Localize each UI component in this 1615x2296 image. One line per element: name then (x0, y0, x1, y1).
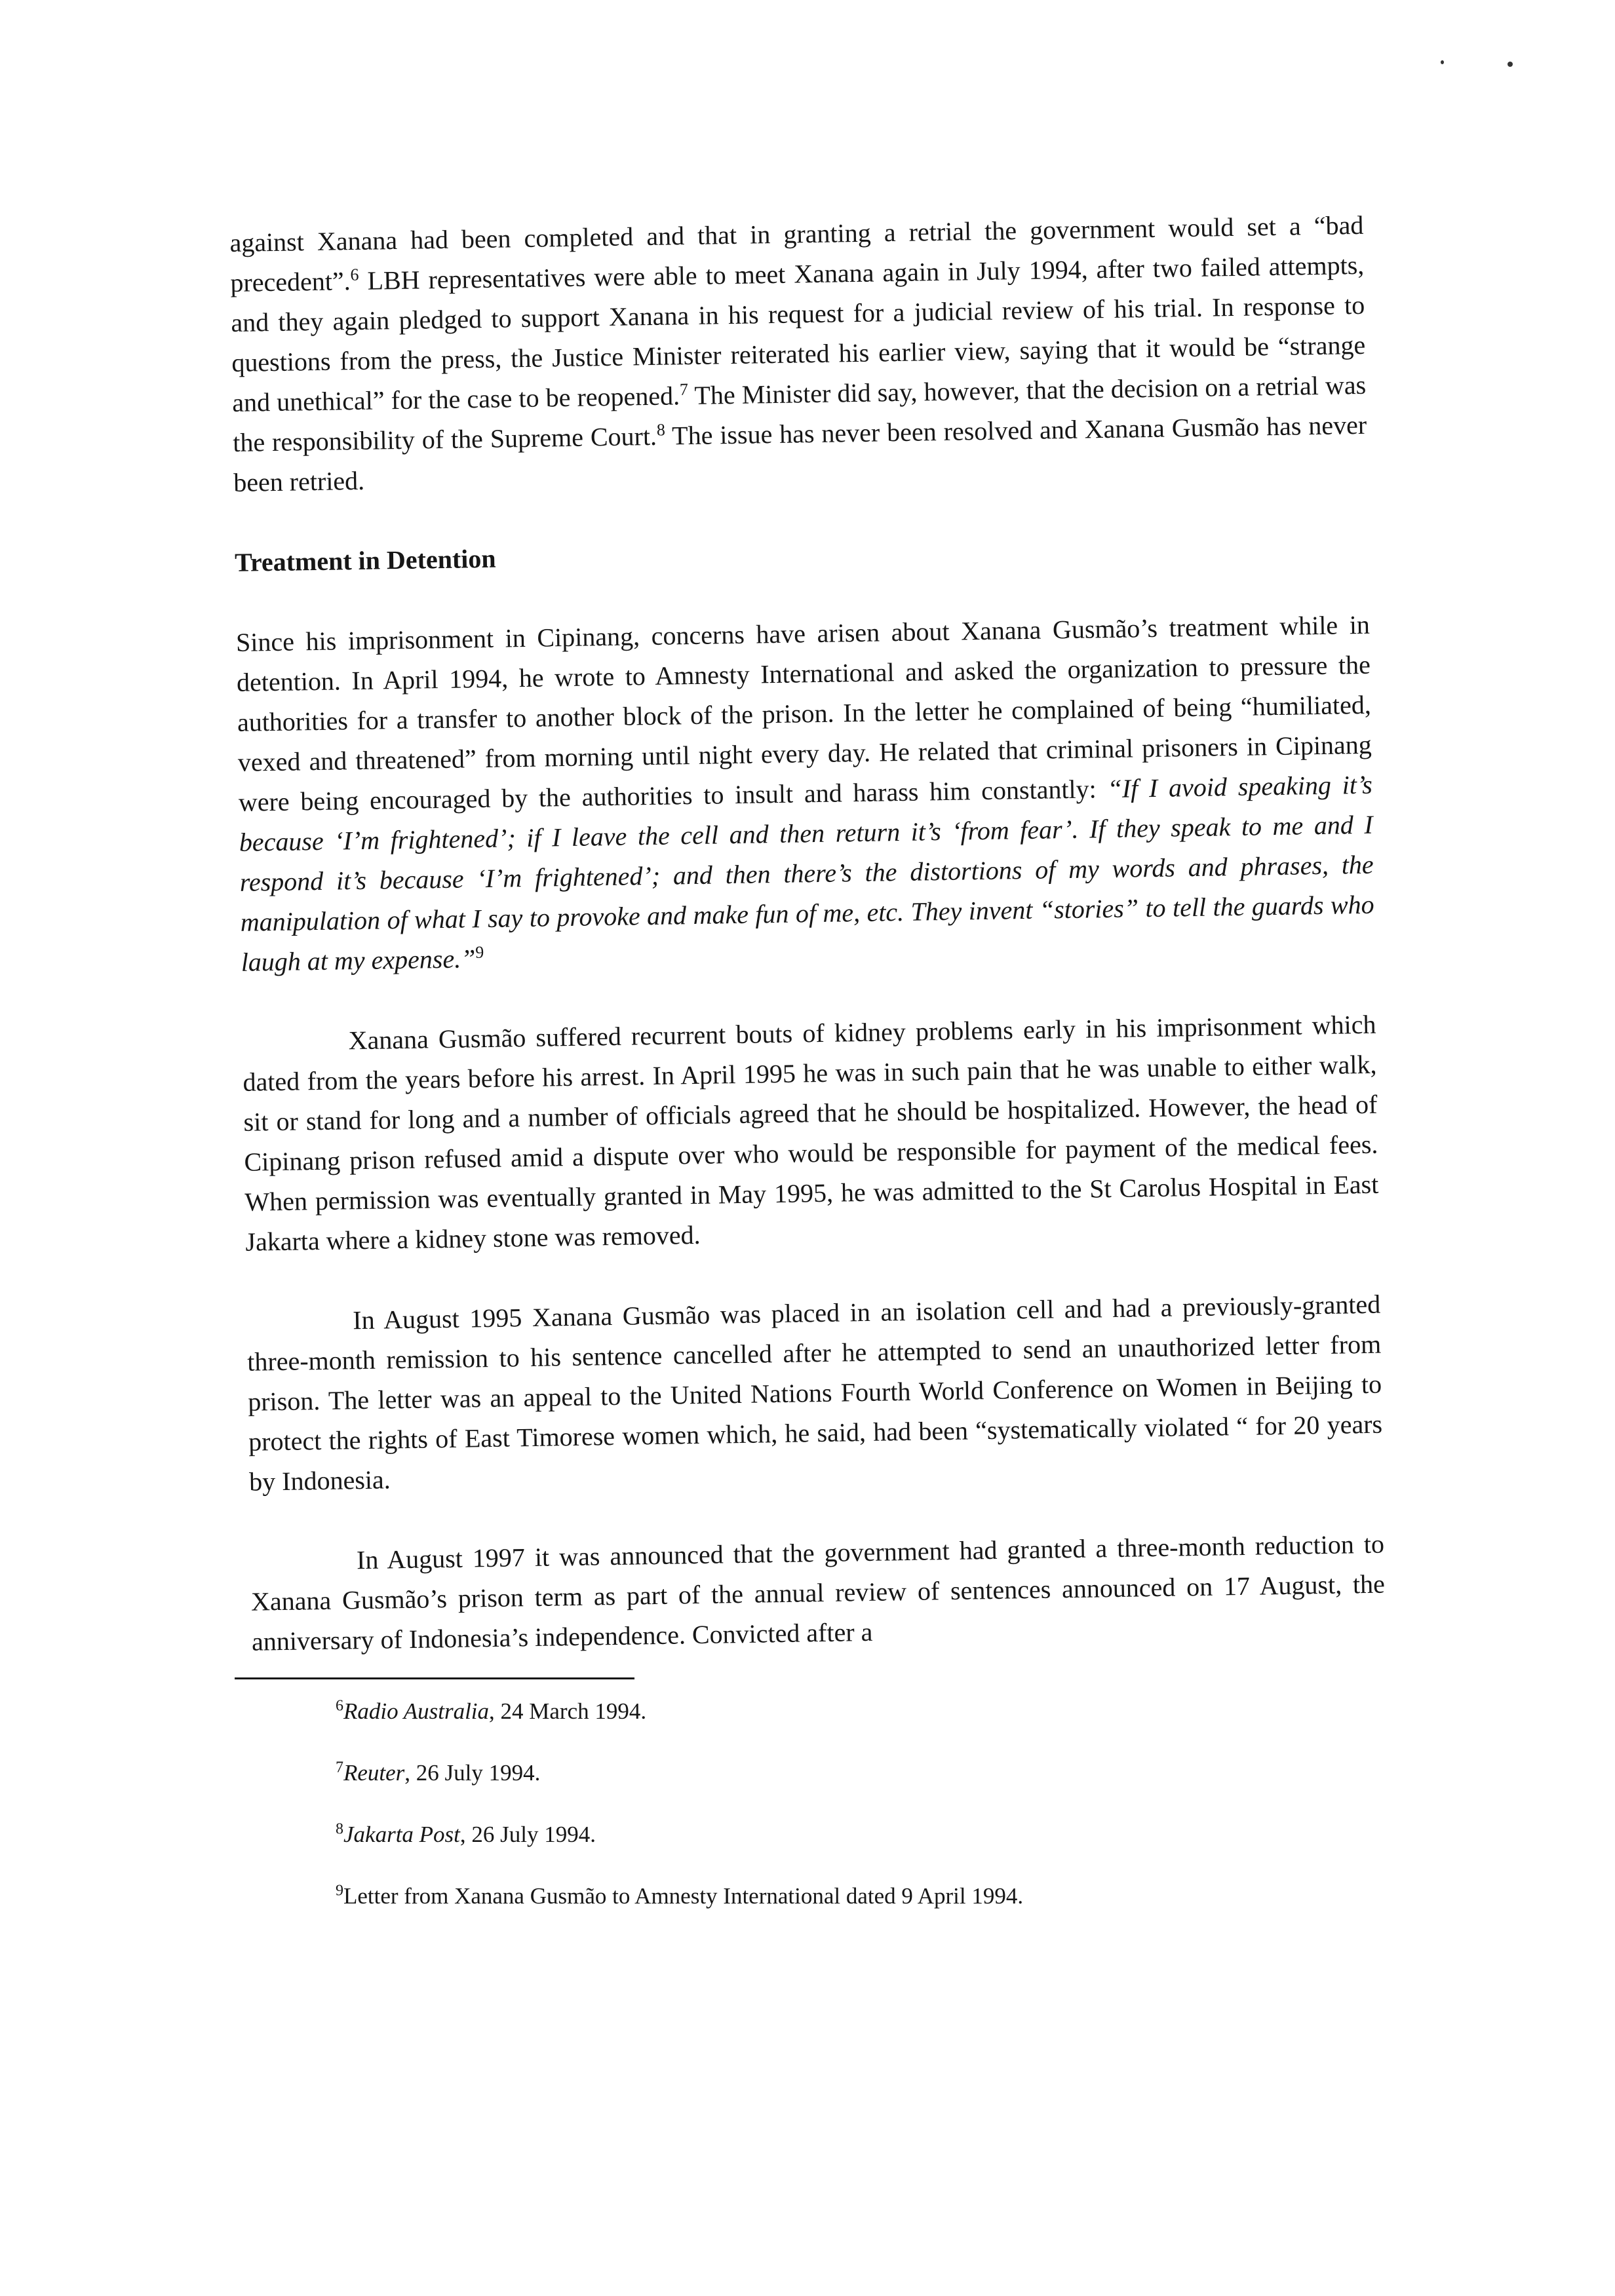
footnote (336, 1882, 1384, 1911)
footnote-divider (235, 1677, 634, 1679)
footnote-source: Jakarta Post (343, 1822, 460, 1847)
footnote (336, 1820, 1384, 1849)
text-run: The Minister did say, however, that the decision on a retrial was the responsibility of the Supreme Court. (232, 370, 1367, 457)
footnote-number: 8 (336, 1820, 343, 1838)
paragraph-kidney: Xanana Gusmão suffered recurrent bouts of kidney problems early in his imprisonment which dated from the years before his arrest. In April 1995 he was in such pain that he was unable to either walk, sit or stand for long and a number of officials agreed that he should be hospitalized. However, the head of Cipinang prison refused amid a dispute over who would be responsible for payment of the medical fees. When permission was eventually granted in May 1995, he was admitted to the St Carolus Hospital in East Jakarta where a kidney stone was removed. (243, 1009, 1379, 1257)
text-run: The issue has never been resolved and Xanana Gusmão has never been retried. (233, 410, 1367, 497)
footnotes (336, 1697, 1384, 1943)
footnote-ref: 8 (656, 420, 666, 440)
footnote-text: , 24 March 1994. (489, 1698, 647, 1724)
text-run: against Xanana had been completed and that in granting a retrial the government would set a “bad precedent”. (229, 210, 1364, 297)
footnote-ref: 7 (679, 379, 689, 399)
scan-speck (1508, 62, 1513, 67)
body-text (229, 205, 1386, 1662)
footnote-ref: 9 (475, 942, 484, 962)
footnote-text: , 26 July 1994. (459, 1822, 596, 1847)
footnote-text: Letter from Xanana Gusmão to Amnesty International dated 9 April 1994. (343, 1883, 1024, 1909)
quoted-letter: “If I avoid speaking it’s because ‘I’m frightened’; if I leave the cell and then return it’s ‘from fear’. If they speak to me and I respond it’s because ‘I’m frightened’; and then there’s the distortions of my words and phrases, the manipulation of what I say to provoke and make fun of me, etc. They invent “stories” to tell the guards who laugh at my expense.” (239, 769, 1374, 977)
paragraph-retrial (229, 205, 1367, 503)
footnote-number: 9 (336, 1882, 343, 1900)
footnote-number: 6 (336, 1697, 343, 1715)
paragraph-reduction: In August 1997 it was announced that the government had granted a three-month reduction to Xanana Gusmão’s prison term as part of the annual review of sentences announced on 17 August, the anniversary of Indonesia’s independence. Convicted after a (250, 1529, 1386, 1656)
scan-speck (1441, 60, 1444, 64)
text-run: Since his imprisonment in Cipinang, concerns have arisen about Xanana Gusmão’s treatment while in detention. In April 1994, he wrote to Amnesty International and asked the organization to pressure the authorities for a transfer to another block of the prison. In the letter he complained of being “humiliated, vexed and threatened” from morning until night every day. He related that criminal prisoners in Cipinang were being encouraged by the authorities to insult and harass him constantly: (235, 609, 1372, 817)
footnote-ref: 6 (350, 265, 359, 284)
footnote-source: Reuter (343, 1760, 405, 1786)
paragraph-treatment (236, 605, 1375, 982)
paragraph-isolation: In August 1995 Xanana Gusmão was placed in an isolation cell and had a previously-granted three-month remission to his sentence cancelled after he attempted to send an unauthorized letter from prison. The letter was an appeal to the United Nations Fourth World Conference on Women in Beijing to protect the rights of East Timorese women which, he said, had been “systematically violated “ for 20 years by Indonesia. (246, 1289, 1383, 1497)
footnote (336, 1697, 1384, 1726)
text-run: LBH representatives were able to meet Xanana again in July 1994, after two failed attempts, and they again pledged to support Xanana in his request for a judicial review of his trial. In response to questions from the press, the Justice Minister reiterated his earlier view, saying that it would be “strange and unethical” for the case to be reopened. (231, 250, 1366, 417)
footnote-number: 7 (336, 1759, 343, 1776)
footnote-source: Radio Australia (343, 1698, 490, 1724)
section-heading: Treatment in Detention (234, 543, 496, 577)
footnote (336, 1759, 1384, 1788)
footnote-text: , 26 July 1994. (404, 1760, 541, 1786)
